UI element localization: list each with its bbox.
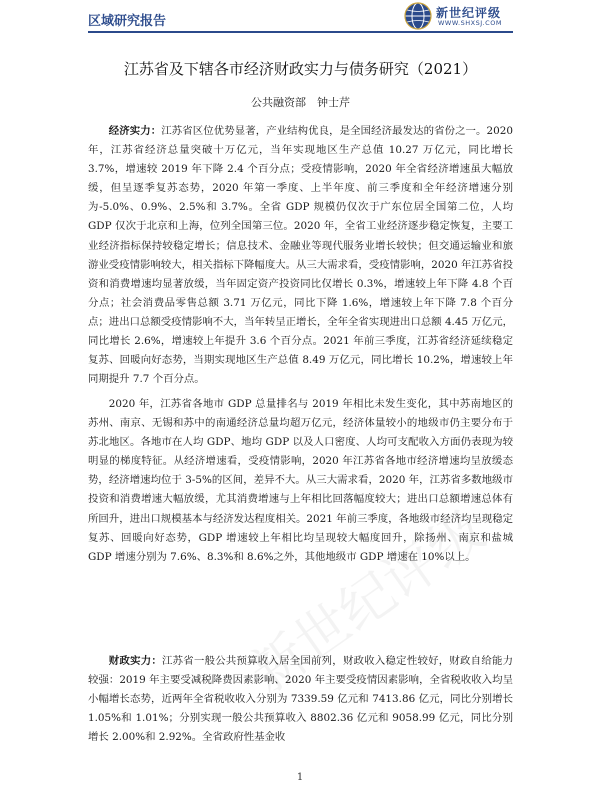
paragraph-text: 江苏省区位优势显著，产业结构优良，是全国经济最发达的省份之一。2020 年，江苏省经济总量突破十万亿元，当年实现地区生产总值 10.27 万亿元，同比增长 3.7%，增速较 2019 年下降 2.4 个百分点；受疫情影响，2020 年全省经济增速虽大幅放缓，但呈逐季复苏态势，2020 年第一季度、上半年度、前三季度和全年经济增速分别为-5.0%、0.9%、2.5%和 3.7%。全省 GDP 规模仍仅次于广东位居全国第二位，人均 GDP 仅次于北京和上海，位列全国第三位。2020 年，全省工业经济逐步稳定恢复，主要工业经济指标保持较稳定增长；信息技术、金融业等现代服务业增长较快；但交通运输业和旅游业受疫情影响较大，相关指标下降幅度大。从三大需求看，受疫情影响，2020 年江苏省投资和消费增速均显著放缓，当年固定资产投资同比仅增长 0.3%，增速较上年下降 4.8 个百分点；社会消费品零售总额 3.71 万亿元，同比下降 1.6%，增速较上年下降 7.8 个百分点；进出口总额受疫情影响不大，当年转呈正增长，全年全省实现进出口总额 4.45 万亿元，同比增长 2.6%，增速较上年提升 3.6 个百分点。2021 年前三季度，江苏省经济延续稳定复苏、回暖向好态势，当期实现地区生产总值 8.49 万亿元，同比增长 10.2%，增速较上年同期提升 7.7 个百分点。: [88, 125, 513, 386]
author-line: 公共融资部 钟士芹: [251, 96, 350, 109]
paragraph-fiscal-strength: [88, 652, 513, 747]
header-divider: [88, 31, 513, 33]
logo-name: 新世纪评级: [436, 6, 502, 20]
paragraph-city-economy: [88, 395, 513, 567]
paragraph-lead: 经济实力：: [108, 125, 162, 137]
logo-url: WWW.SHXSJ.COM: [438, 19, 502, 27]
paragraph-lead: 财政实力：: [108, 655, 163, 667]
globe-logo-icon: [404, 2, 432, 30]
document-title: 江苏省及下辖各市经济财政实力与债务研究（2021）: [123, 60, 478, 78]
paragraph-economic-strength: [88, 122, 513, 389]
page-header: [0, 0, 600, 40]
paragraph-text: 江苏省一般公共预算收入居全国前列，财政收入稳定性较好，财政自给能力较强：2019 年主要受减税降费因素影响、2020 年主要受疫情因素影响，全省税收收入均呈小幅增长态势，近两年全省税收收入分别为 7339.59 亿元和 7413.86 亿元，同比分别增长 1.05%和 1.01%；分别实现一般公共预算收入 8802.36 亿元和 9058.99 亿元，同比分别增长 2.00%和 2.92%。全省政府性基金收: [88, 655, 513, 744]
page-number: 1: [296, 772, 304, 783]
paragraph-text: 2020 年，江苏省各地市 GDP 总量排名与 2019 年相比未发生变化，其中苏南地区的苏州、南京、无锡和苏中的南通经济总量均超万亿元，经济体量较小的地级市仍主要分布于苏北地区。各地市在人均 GDP、地均 GDP 以及人口密度、人均可支配收入方面仍表现为较明显的梯度特征。从经济增速看，受疫情影响，2020 年江苏省各地市经济增速均呈放缓态势，经济增速均位于 3-5%的区间，差异不大。从三大需求看，2020 年，江苏省多数地级市投资和消费增速大幅放缓，尤其消费增速与上年相比回落幅度较大；进出口总额增速总体有所回升，进出口规模基本与经济发达程度相关。2021 年前三季度，各地级市经济均呈现稳定复苏、回暖向好态势，GDP 增速较上年相比均呈现较大幅度回升，除扬州、南京和盐城 GDP 增速分别为 7.6%、8.3%和 8.6%之外，其他地级市 GDP 增速在 10%以上。: [88, 398, 513, 563]
company-logo: [404, 2, 524, 30]
section-title: 区域研究报告: [88, 14, 167, 29]
